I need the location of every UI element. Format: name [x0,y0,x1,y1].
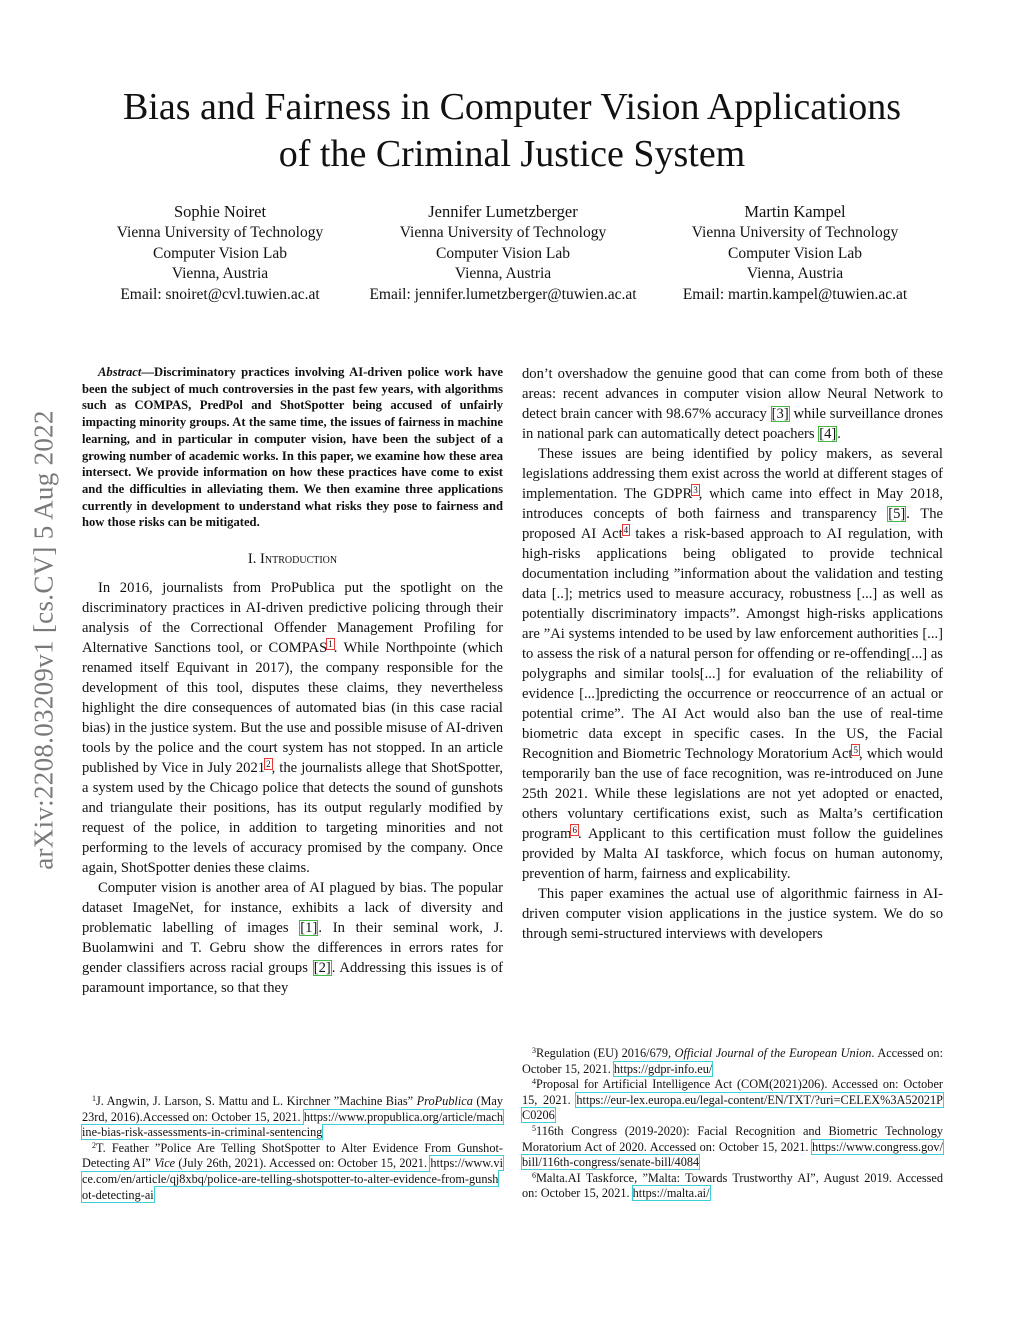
footnote-number: 6 [532,1170,536,1180]
footnote-2 [82,1141,503,1203]
footnote-text: T. Feather ”Police Are Telling ShotSpotter to Alter Evidence From Gunshot-Detecting AI” [82,1140,503,1171]
footnote-source: Official Journal of the European Union [674,1046,872,1060]
paragraph-text: . In their seminal work, J. Buolamwini and T. Gebru show the differences in errors rates for gender classifiers across racial groups [82,920,503,977]
author-1 [70,202,370,306]
footnote-url[interactable]: https://www.propublica.org/article/machine-bias-risk-assessments-in-criminal-sentencing [82,1109,503,1140]
right-column [522,364,943,944]
footnote-link-5[interactable]: 5 [853,745,858,755]
author-block [70,202,954,312]
footnotes-right [522,1046,943,1202]
abstract [82,364,503,531]
author-location: Vienna, Austria [171,265,269,283]
footnote-link-2[interactable]: 2 [266,759,271,770]
author-lab: Computer Vision Lab [436,244,570,262]
paragraph-text: , which came into effect in May 2018, introduces concepts of both fairness and transparency [522,486,943,522]
citation-link-5[interactable]: [5] [888,506,906,522]
author-3 [645,202,945,306]
paragraph-text: don’t overshadow the genuine good that can come from both of these areas: recent advances in computer vision allow Neural Network to detect brain cancer with 98.67% accuracy [522,366,943,422]
footnote-text: . Accessed on: October 15, 2021. [522,1046,943,1076]
section-title: Introduction [260,551,338,568]
footnote-6 [522,1171,943,1202]
section-number: I. [247,551,257,568]
paragraph-text: Computer vision is another area of AI plagued by bias. The popular dataset ImageNet, for instance, exhibits a lack of diversity and problematic labelling of images [82,880,503,937]
footnote-text: (May 23rd, 2016).Accessed on: October 15, 2021. [82,1094,503,1124]
paragraph-text: takes a risk-based approach to AI regulation, with high-risks applications being obligated to provide technical documentation including ”information about the validation and testing data [..]; metrics used to measure accuracy, robustness [...] as well as potentially discriminatory impacts”. Amongst high-risks applications are ”Ai systems intended to be used by law enforcement authorities [...] to assess the risk of a natural person for offending or re-offending[...] as polygraphs and similar tools[...] for evaluation of the reliability of evidence [...]predicting the occurrence or reoccurrence of an actual or potential crime”. The AI Act would also ban the use of real-time biometric data except in specific cases. In the US, the Facial Recognition and Biometric Technology Moratorium Act [522,526,943,762]
footnote-text: J. Angwin, J. Larson, S. Mattu and L. Kirchner ”Machine Bias” [96,1094,417,1108]
paragraph-text: . Applicant to this certification must follow the guidelines provided by Malta AI taskforce, which focus on human autonomy, prevention of harm, fairness and explicability. [522,826,943,882]
section-heading-introduction [82,549,503,569]
citation-link-2[interactable]: [2] [313,960,331,977]
paragraph-text: . The proposed AI Act [522,506,943,542]
author-email: Email: snoiret@cvl.tuwien.ac.at [120,286,320,304]
right-paragraph-3: This paper examines the actual use of algorithmic fairness in AI-driven computer vision applications in the justice system. We do so through semi-structured interviews with developers [522,886,943,942]
footnote-number: 4 [532,1077,536,1087]
footnote-url[interactable]: https://malta.ai/ [632,1186,710,1201]
paragraph-text: . Addressing this issues is of paramount importance, so that they [82,960,503,997]
paragraph-text: , the journalists allege that ShotSpotter, a system used by the Chicago police that detects the sound of gunshots and triangulate their positions, has its output regularly modified by request of the police, in addition to targeting minorities and not performing to the levels of accuracy promised by the company. Once again, ShotSpotter denies these claims. [82,760,503,877]
footnote-link-1[interactable]: 1 [328,639,333,650]
citation-link-1[interactable]: [1] [300,920,318,937]
footnote-source: Vice [154,1156,176,1171]
footnote-text: Regulation (EU) 2016/679, [536,1046,675,1060]
footnotes-left [82,1094,503,1203]
author-lab: Computer Vision Lab [153,244,287,262]
footnote-number: 1 [92,1094,96,1103]
footnote-1 [82,1094,503,1141]
footnote-url[interactable]: https://gdpr-info.eu/ [613,1061,713,1076]
author-lab: Computer Vision Lab [728,244,862,262]
arxiv-identifier [24,350,64,930]
title-line-2: of the Criminal Justice System [278,133,746,175]
author-name: Martin Kampel [744,202,846,221]
footnote-number: 3 [532,1046,536,1055]
intro-paragraph-2 [82,878,503,998]
paragraph-text: These issues are being identified by policy makers, as several legislations addressing them exist across the world at different stages of implementation. The GDPR [522,446,943,502]
footnote-source: ProPublica [416,1094,473,1108]
footnote-url[interactable]: https://www.vice.com/en/article/qj8xbq/police-are-telling-shotspotter-to-alter-evidence-from-gunshot-detecting-ai [82,1156,503,1202]
abstract-text: —Discriminatory practices involving AI-driven police work have been the subject of much controversies in the past few years, with algorithms such as COMPAS, PredPol and ShotSpotter being accused of unfairly impacting minority groups. At the same time, the issues of fairness in machine learning, and in particular in computer vision, have been the subject of a growing number of academic works. In this paper, we examine how these area intersect. We provide information on how these practices have come to exist and the difficulties in alleviating them. We then examine three applications currently in development to understand what risks they pose to fairness and how those risks can be mitigated. [82,365,503,530]
footnote-text: 116th Congress (2019-2020): Facial Recognition and Biometric Technology Moratorium Act of 2020. Accessed on: October 15, 2021. [522,1123,943,1154]
footnote-3 [522,1046,943,1077]
paper-title [60,84,964,178]
footnote-text: (July 26th, 2021). Accessed on: October 15, 2021. [175,1156,431,1171]
footnote-url[interactable]: https://eur-lex.europa.eu/legal-content/EN/TXT/?uri=CELEX%3A52021PC0206 [522,1092,943,1123]
footnote-url[interactable]: https://www.congress.gov/bill/116th-congress/senate-bill/4084 [522,1139,943,1170]
author-email: Email: jennifer.lumetzberger@tuwien.ac.at [369,286,637,304]
paragraph-text: , which would temporarily ban the use of face recognition, was re-introduced on June 25th 2021. While these legislations are not yet adopted or enacted, others voluntary certifications exist, such as Malta’s certification program [522,746,943,842]
author-name: Sophie Noiret [173,202,267,221]
author-name: Jennifer Lumetzberger [428,202,578,221]
footnote-link-4[interactable]: 4 [623,525,629,535]
footnote-text: Malta.AI Taskforce, ”Malta: Towards Trustworthy AI”, August 2019. Accessed on: October 15, 2021. [522,1170,943,1201]
footnote-number: 5 [532,1123,536,1133]
author-affiliation: Vienna University of Technology [116,223,324,241]
author-affiliation: Vienna University of Technology [691,223,899,241]
footnote-5 [522,1124,943,1171]
footnote-text: Proposal for Artificial Intelligence Act (COM(2021)206). Accessed on: October 15, 2021. [522,1077,943,1107]
author-affiliation: Vienna University of Technology [399,223,607,241]
right-paragraph-2 [522,444,943,884]
arxiv-id-text: arXiv:2208.03209v1 [cs.CV] 5 Aug 2022 [28,410,59,870]
footnote-4 [522,1077,943,1124]
citation-link-4[interactable]: [4] [819,426,837,442]
footnote-link-6[interactable]: 6 [572,825,577,835]
paragraph-text: In 2016, journalists from ProPublica put the spotlight on the discriminatory practices in AI-driven predictive policing through their analysis of the Correctional Offender Management Profiling for Alternative Sanctions tool, or COMPAS [82,580,503,657]
paragraph-text: . [837,426,841,442]
intro-paragraph-1 [82,578,503,878]
right-paragraph-1 [522,364,943,444]
citation-link-3[interactable]: [3] [771,406,789,422]
author-2 [353,202,653,306]
author-location: Vienna, Austria [454,265,552,283]
footnote-link-3[interactable]: 3 [693,485,698,495]
paragraph-text: . While Northpointe (which renamed itself Equivant in 2017), the company responsible for the development of this tool, disputes these claims, they nevertheless highlight the dire consequences of automated bias (in this case racial bias) in the justice system. But the use and possible misuse of AI-driven tools by the police and the court system has not stopped. In an article published by Vice in July 2021 [82,640,503,777]
paragraph-text: while surveillance drones in national park can automatically detect poachers [522,406,944,442]
footnote-number: 2 [92,1140,96,1150]
author-location: Vienna, Austria [746,265,844,283]
abstract-label: Abstract [98,365,142,379]
author-email: Email: martin.kampel@tuwien.ac.at [682,286,908,304]
title-line-1: Bias and Fairness in Computer Vision Applications [122,86,902,128]
left-column [82,364,503,998]
